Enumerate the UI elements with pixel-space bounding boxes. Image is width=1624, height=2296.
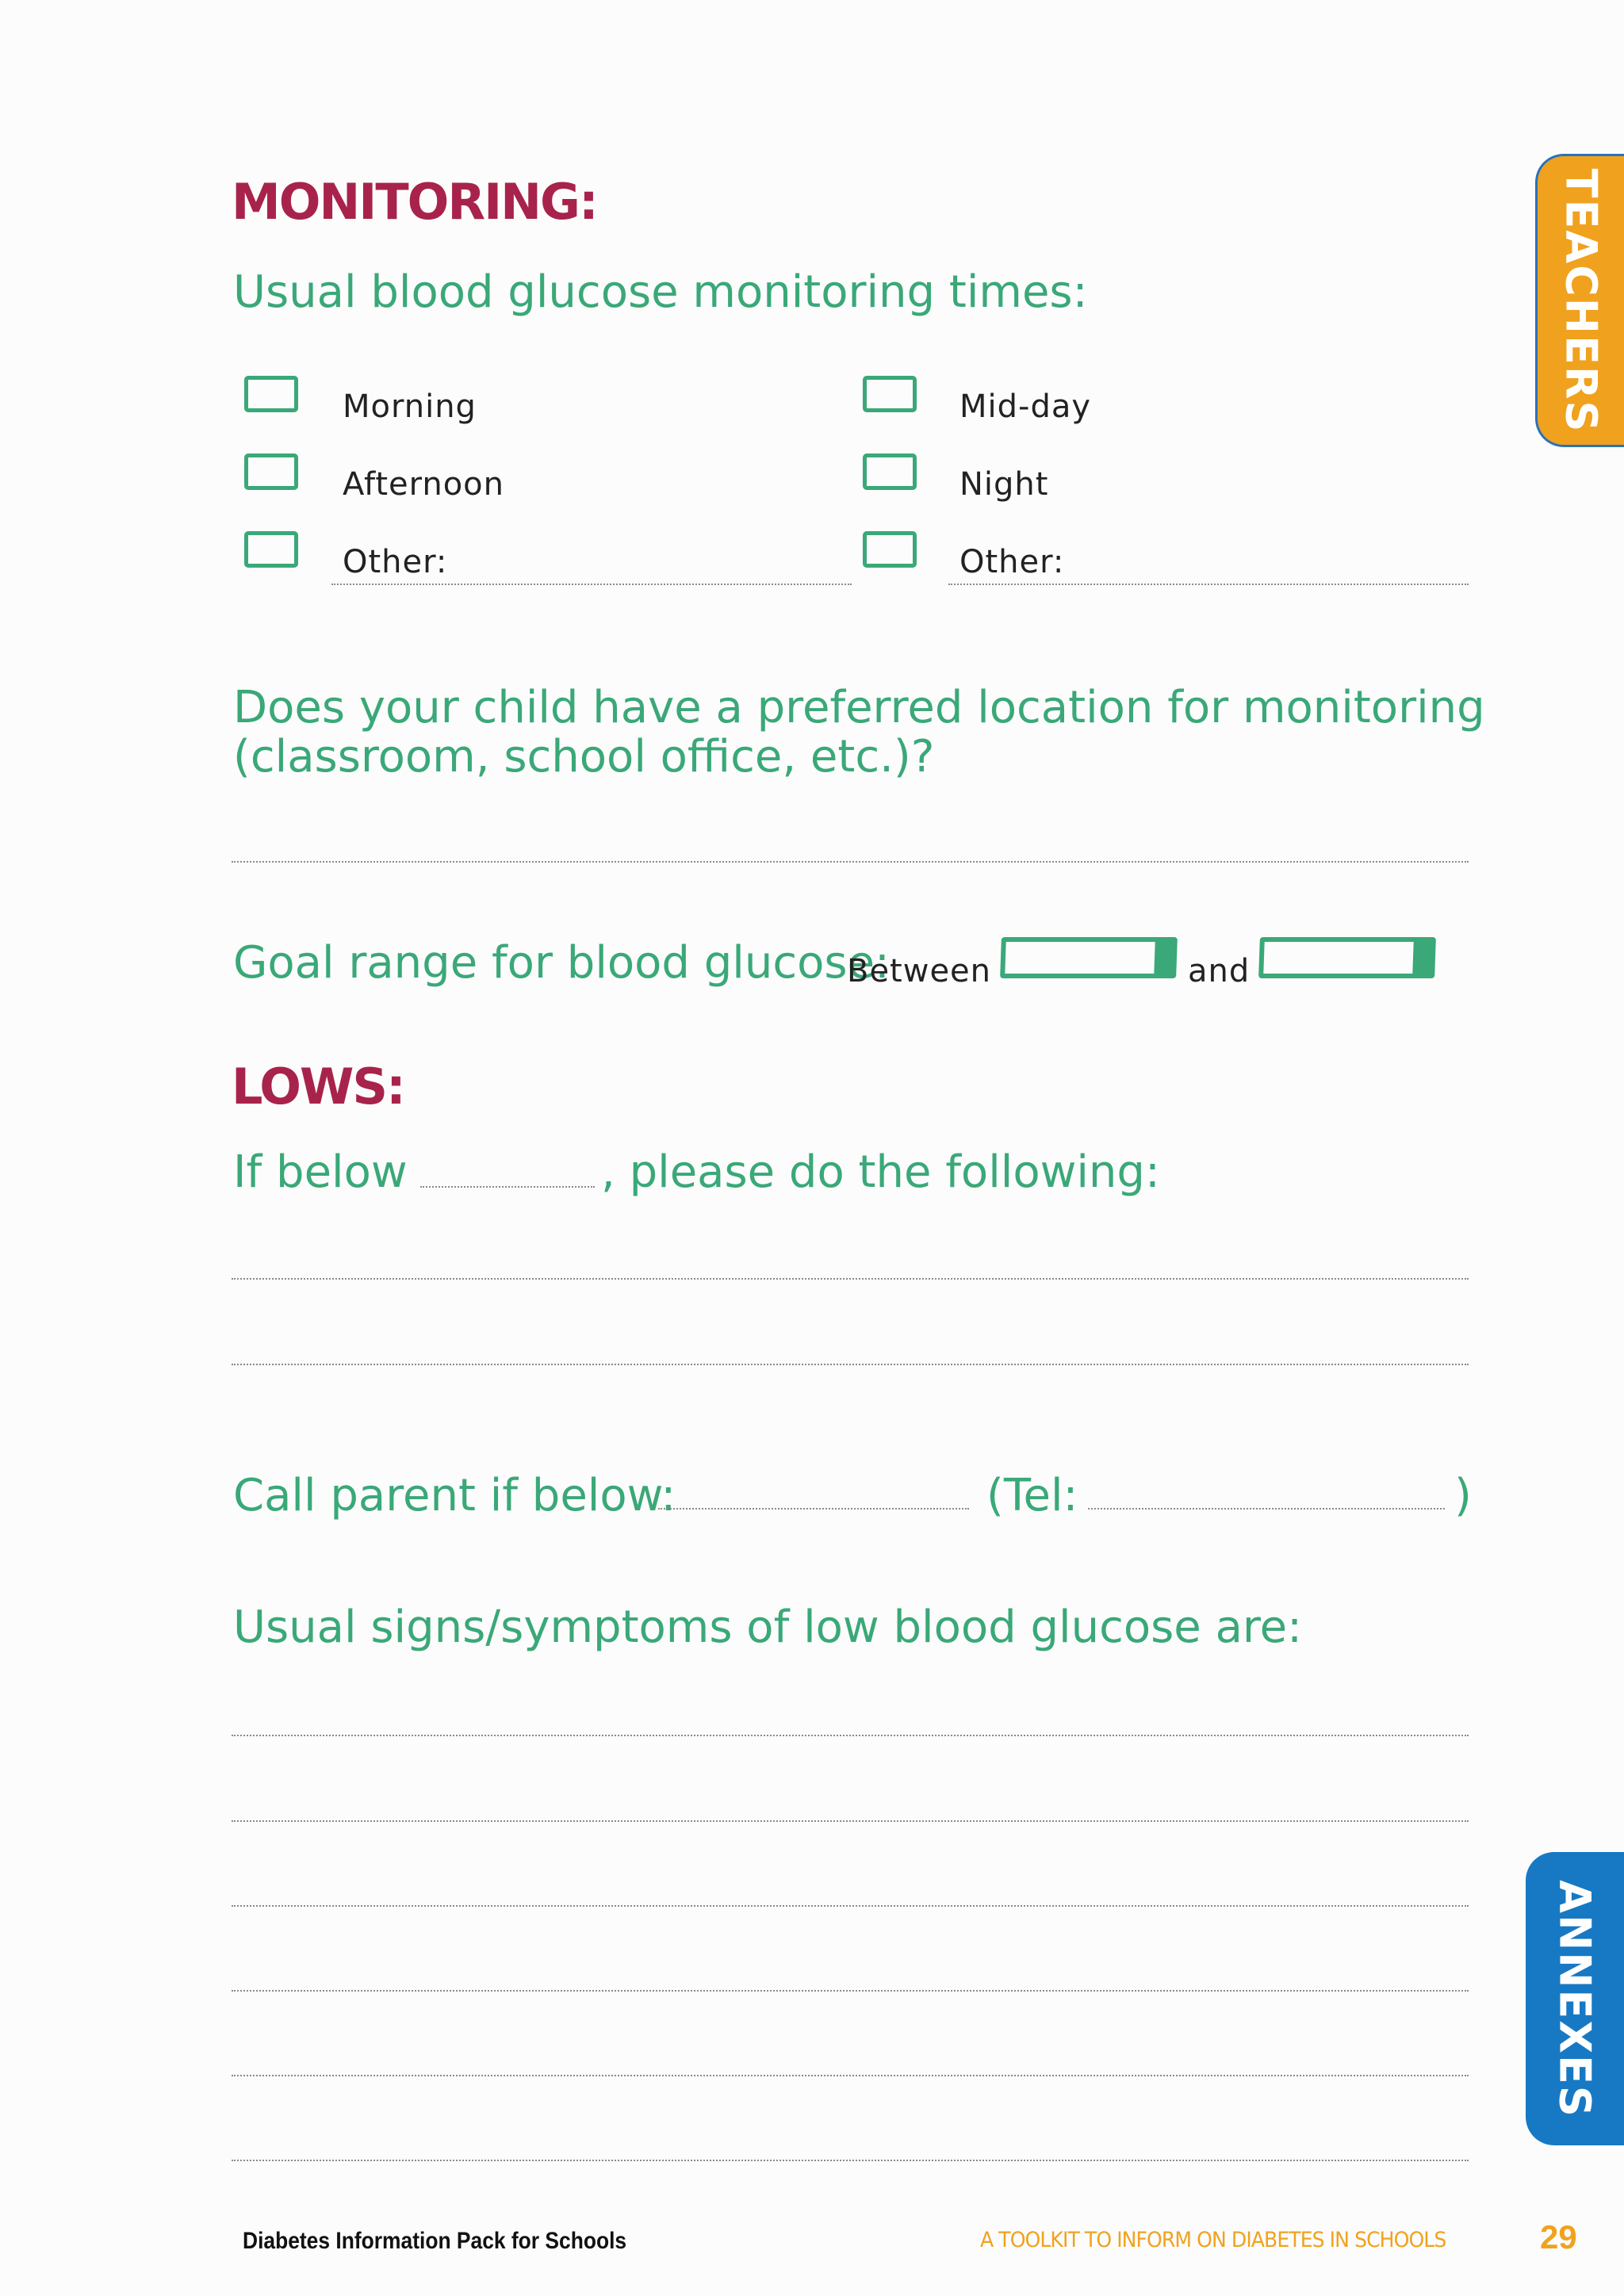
symptoms-line-6[interactable] [232,2160,1469,2161]
checkbox-other-right[interactable] [863,531,917,568]
location-question-line2: (classroom, school office, etc.)? [233,731,935,783]
lows-action-line-1[interactable] [232,1278,1469,1280]
goal-range-label: Goal range for blood glucose: [233,937,890,989]
page-number: 29 [1540,2218,1577,2256]
monitoring-times-question: Usual blood glucose monitoring times: [233,266,1088,318]
if-below-label: If below [233,1146,408,1198]
other-right-field[interactable] [948,584,1469,585]
checkbox-other-left[interactable] [244,531,298,568]
other-left-field[interactable] [331,584,852,585]
call-parent-label: Call parent if below: [233,1470,676,1521]
tel-open-label: (Tel: [986,1470,1078,1521]
tab-teachers-label: TEACHERS [1556,168,1607,433]
lows-action-line-2[interactable] [232,1364,1469,1365]
checkbox-mid-day[interactable] [863,376,917,412]
option-other-left-label: Other: [343,544,448,580]
tel-field[interactable] [1088,1508,1445,1510]
if-below-value-field[interactable] [420,1186,595,1188]
lows-heading: LOWS: [232,1058,404,1115]
checkbox-afternoon[interactable] [244,453,298,490]
symptoms-line-3[interactable] [232,1905,1469,1907]
option-afternoon-label: Afternoon [343,466,504,503]
symptoms-question: Usual signs/symptoms of low blood glucose are: [233,1601,1302,1653]
symptoms-line-1[interactable] [232,1735,1469,1736]
monitoring-heading: MONITORING: [232,173,597,231]
tab-annexes[interactable] [1526,1852,1624,2145]
tab-teachers[interactable] [1535,154,1624,447]
footer-left-text: Diabetes Information Pack for Schools [243,2228,627,2254]
location-answer-line[interactable] [232,861,1469,863]
between-label: Between [847,953,992,989]
option-mid-day-label: Mid-day [959,388,1092,425]
symptoms-line-4[interactable] [232,1990,1469,1992]
option-morning-label: Morning [343,388,477,425]
tab-annexes-label: ANNEXES [1549,1879,1600,2118]
option-other-right-label: Other: [959,544,1065,580]
symptoms-line-5[interactable] [232,2075,1469,2076]
checkbox-morning[interactable] [244,376,298,412]
goal-range-min-field[interactable] [1000,937,1178,978]
please-do-label: , please do the following: [601,1146,1160,1198]
option-night-label: Night [959,466,1049,503]
footer-right-text: A TOOLKIT TO INFORM ON DIABETES IN SCHOOLS [980,2228,1446,2252]
checkbox-night[interactable] [863,453,917,490]
call-parent-value-field[interactable] [658,1508,969,1510]
tel-close-label: ) [1454,1470,1472,1521]
and-label: and [1188,953,1251,989]
symptoms-line-2[interactable] [232,1820,1469,1822]
location-question-line1: Does your child have a preferred location for monitoring [233,682,1485,733]
goal-range-max-field[interactable] [1258,937,1436,978]
